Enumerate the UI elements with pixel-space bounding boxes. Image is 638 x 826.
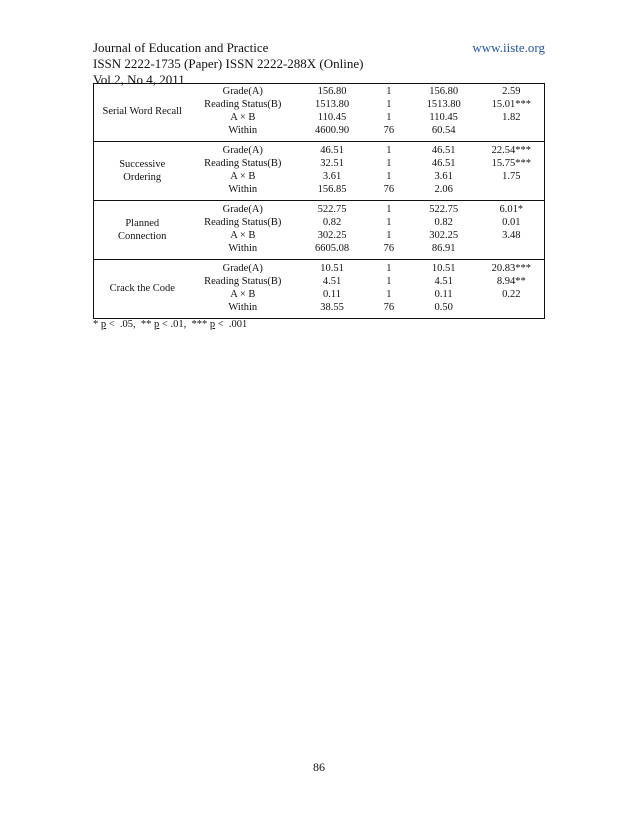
df-cell (369, 142, 409, 201)
f-value: 22.54*** (491, 145, 531, 156)
ms-value: 302.25 (429, 230, 459, 241)
source-value: A × B (230, 171, 256, 182)
website-link[interactable]: www.iiste.org (472, 40, 545, 55)
source-value: Reading Status(B) (204, 158, 282, 169)
df-value: 1 (386, 171, 392, 182)
ms-value: 0.50 (434, 302, 453, 313)
ss-cell (295, 142, 369, 201)
source-cell (190, 83, 295, 142)
ms-cell (409, 260, 479, 319)
source-cell (190, 260, 295, 319)
f-value: 1.75 (502, 171, 521, 182)
ms-value: 156.80 (429, 86, 459, 97)
ss-value: 6605.08 (314, 243, 350, 254)
ss-value: 38.55 (320, 302, 344, 313)
page-number: 86 (313, 760, 325, 774)
ss-value: 4.51 (322, 276, 342, 287)
source-value: Within (228, 125, 258, 136)
table-row (94, 142, 545, 201)
f-value: 6.01* (499, 204, 524, 215)
ss-cell (295, 201, 369, 260)
f-value: 15.75*** (491, 158, 531, 169)
ms-value: 0.11 (434, 289, 453, 300)
df-cell (369, 260, 409, 319)
df-value: 1 (386, 230, 392, 241)
source-value: Within (228, 184, 258, 195)
source-value: A × B (230, 289, 256, 300)
ss-value: 10.51 (320, 263, 344, 274)
f-value: 2.59 (502, 86, 521, 97)
journal-title: Journal of Education and Practice (93, 40, 269, 55)
table-row (94, 260, 545, 319)
f-value: 8.94** (496, 276, 526, 287)
ms-cell (409, 201, 479, 260)
f-value (481, 183, 542, 196)
ms-value: 46.51 (431, 145, 456, 156)
page-header (93, 40, 545, 88)
df-cell (369, 83, 409, 142)
ms-value: 10.51 (431, 263, 456, 274)
df-value: 1 (386, 158, 392, 169)
source-value: Within (228, 302, 258, 313)
f-value: 1.82 (502, 112, 521, 123)
ss-cell (295, 83, 369, 142)
variable-label: Crack the Code (94, 260, 191, 319)
variable-label: Planned Connection (94, 201, 191, 260)
df-value: 1 (386, 289, 392, 300)
ms-value: 110.45 (429, 112, 458, 123)
ms-value: 46.51 (431, 158, 456, 169)
f-value: 3.48 (502, 230, 521, 241)
variable-label: Successive Ordering (94, 142, 191, 201)
source-value: A × B (230, 230, 256, 241)
df-value: 1 (386, 145, 392, 156)
volume-line: Vol 2, No 4, 2011 (93, 72, 185, 87)
df-value: 1 (386, 276, 392, 287)
df-value: 1 (386, 112, 392, 123)
ss-value: 110.45 (317, 112, 347, 123)
f-value: 15.01*** (491, 99, 531, 110)
ss-value: 156.85 (317, 184, 347, 195)
ss-value: 1513.80 (314, 99, 350, 110)
anova-table (93, 83, 545, 319)
ss-cell (295, 260, 369, 319)
ms-value: 1513.80 (426, 99, 461, 110)
table-row (94, 201, 545, 260)
ss-value: 32.51 (320, 158, 344, 169)
df-value: 1 (386, 217, 392, 228)
source-cell (190, 142, 295, 201)
f-value (481, 124, 542, 137)
ss-value: 522.75 (317, 204, 347, 215)
f-cell (479, 142, 545, 201)
f-cell (479, 83, 545, 142)
ms-value: 3.61 (434, 171, 453, 182)
issn-line: ISSN 2222-1735 (Paper) ISSN 2222-288X (Online) (93, 56, 364, 71)
f-value: 20.83*** (491, 263, 531, 274)
significance-footnote: * p < .05, ** p < .01, *** p < .001 (93, 319, 248, 330)
source-value: Reading Status(B) (204, 276, 282, 287)
source-value: Reading Status(B) (204, 99, 282, 110)
df-value: 1 (386, 263, 392, 274)
f-value: 0.01 (502, 217, 521, 228)
f-value (481, 301, 542, 314)
f-cell (479, 260, 545, 319)
df-value: 76 (383, 184, 395, 195)
df-value: 1 (386, 204, 392, 215)
df-cell (369, 201, 409, 260)
source-value: Within (228, 243, 258, 254)
f-value (481, 242, 542, 255)
table-row (94, 83, 545, 142)
df-value: 1 (386, 86, 392, 97)
ss-value: 46.51 (320, 145, 344, 156)
df-value: 76 (383, 243, 395, 254)
source-value: Grade(A) (222, 86, 263, 97)
source-value: Grade(A) (222, 204, 263, 215)
source-value: A × B (230, 112, 256, 123)
f-value: 0.22 (502, 289, 521, 300)
source-cell (190, 201, 295, 260)
ss-value: 156.80 (317, 86, 347, 97)
ms-cell (409, 83, 479, 142)
ss-value: 3.61 (322, 171, 342, 182)
df-value: 76 (383, 125, 395, 136)
ss-value: 302.25 (317, 230, 347, 241)
ms-value: 0.82 (434, 217, 453, 228)
ss-value: 0.11 (323, 289, 342, 300)
source-value: Grade(A) (222, 263, 263, 274)
ms-value: 60.54 (431, 125, 456, 136)
source-value: Reading Status(B) (204, 217, 282, 228)
f-cell (479, 201, 545, 260)
ms-value: 86.91 (431, 243, 456, 254)
ms-value: 522.75 (429, 204, 459, 215)
ms-value: 4.51 (434, 276, 453, 287)
df-value: 1 (386, 99, 392, 110)
df-value: 76 (383, 302, 395, 313)
ss-value: 0.82 (322, 217, 342, 228)
variable-label: Serial Word Recall (94, 83, 191, 142)
source-value: Grade(A) (222, 145, 263, 156)
ms-cell (409, 142, 479, 201)
ss-value: 4600.90 (314, 125, 350, 136)
ms-value: 2.06 (434, 184, 453, 195)
